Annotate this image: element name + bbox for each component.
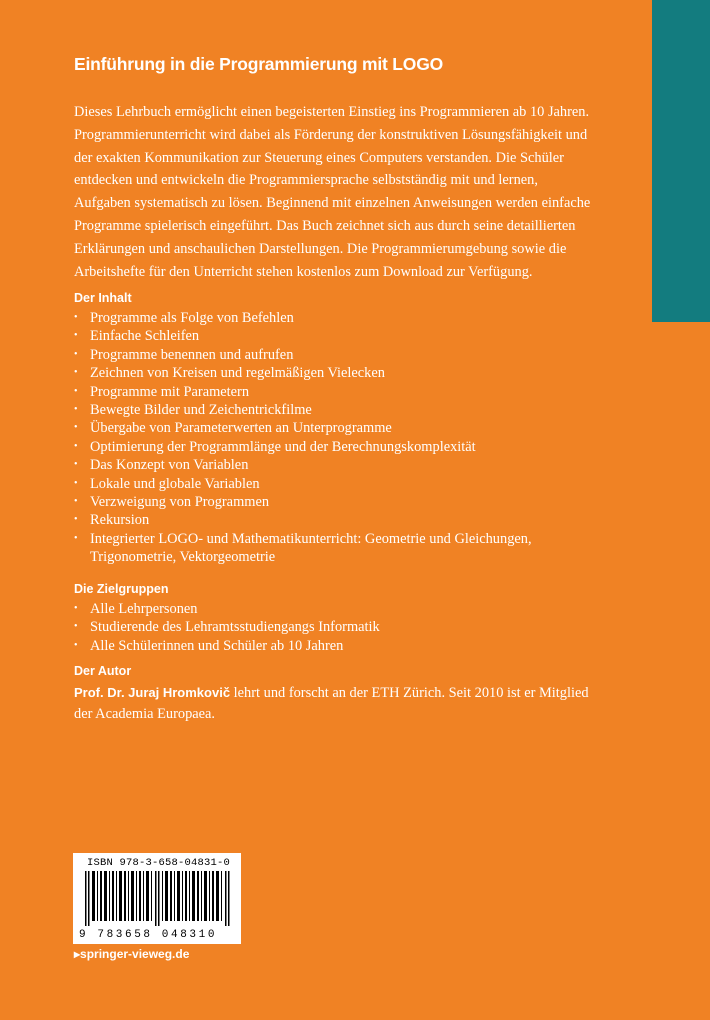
list-item: • Alle Schülerinnen und Schüler ab 10 Jahren <box>74 637 604 655</box>
list-item: • Alle Lehrpersonen <box>74 600 604 618</box>
content-heading: Der Inhalt <box>74 291 132 305</box>
list-item: • Optimierung der Programmlänge und der Berechnungskomplexität <box>74 438 604 456</box>
barcode-icon <box>83 871 233 926</box>
isbn-barcode <box>73 853 241 944</box>
list-item: • Einfache Schleifen <box>74 327 604 345</box>
list-item: • Programme benennen und aufrufen <box>74 346 604 364</box>
intro-paragraph: Dieses Lehrbuch ermöglicht einen begeisterten Einstieg ins Programmieren ab 10 Jahren. Programmierunterricht wird dabei als Förderung der konstruktiven Lösungsfähigkeit und der exakten Kommunikation zur Steuerung eines Computers verstanden. Die Schüler entdecken und entwickeln die Programmiersprache selbstständig mit und lernen, Aufgaben systematisch zu lösen. Beginnend mit einzelnen Anweisungen werden einfache Programme spielerisch eingeführt. Das Buch zeichnet sich aus durch seine detaillierten Erklärungen und anschaulichen Darstellungen. Die Programmierumgebung sowie die Arbeitshefte für den Unterricht stehen kostenlos zum Download zur Verfügung. <box>74 104 591 280</box>
list-item: • Studierende des Lehramtsstudiengangs Informatik <box>74 618 604 636</box>
isbn-label: ISBN 978-3-658-04831-0 <box>87 857 231 869</box>
publisher-link[interactable] <box>74 947 189 961</box>
publisher-url: springer-vieweg.de <box>80 947 190 961</box>
author-heading: Der Autor <box>74 664 132 678</box>
author-bio-text: lehrt und forscht an der ETH Zürich. Seit 2010 ist er Mitglied der Academia Europaea. <box>74 685 589 722</box>
list-item: • Übergabe von Parameterwerten an Unterprogramme <box>74 419 604 437</box>
list-item: • Integrierter LOGO- und Mathematikunterricht: Geometrie und Gleichungen, Trigonometrie, Vektorgeometrie <box>74 530 604 567</box>
audience-list <box>74 600 604 655</box>
list-item: • Bewegte Bilder und Zeichentrickfilme <box>74 401 604 419</box>
list-item: • Das Konzept von Variablen <box>74 456 604 474</box>
arrow-icon: ▸ <box>74 947 81 961</box>
author-name: Prof. Dr. Juraj Hromkovič <box>74 685 231 700</box>
list-item: • Lokale und globale Variablen <box>74 475 604 493</box>
author-bio <box>74 682 594 725</box>
audience-heading: Die Zielgruppen <box>74 582 169 596</box>
list-item: • Rekursion <box>74 511 604 529</box>
list-item: • Programme als Folge von Befehlen <box>74 309 604 327</box>
list-item: • Programme mit Parametern <box>74 383 604 401</box>
teal-accent-bar <box>652 0 710 322</box>
list-item: • Verzweigung von Programmen <box>74 493 604 511</box>
list-item: • Zeichnen von Kreisen und regelmäßigen Vielecken <box>74 364 604 382</box>
content-list <box>74 309 604 567</box>
book-title: Einführung in die Programmierung mit LOGO <box>74 54 444 74</box>
barcode-digits: 9 783658 048310 <box>79 929 218 941</box>
